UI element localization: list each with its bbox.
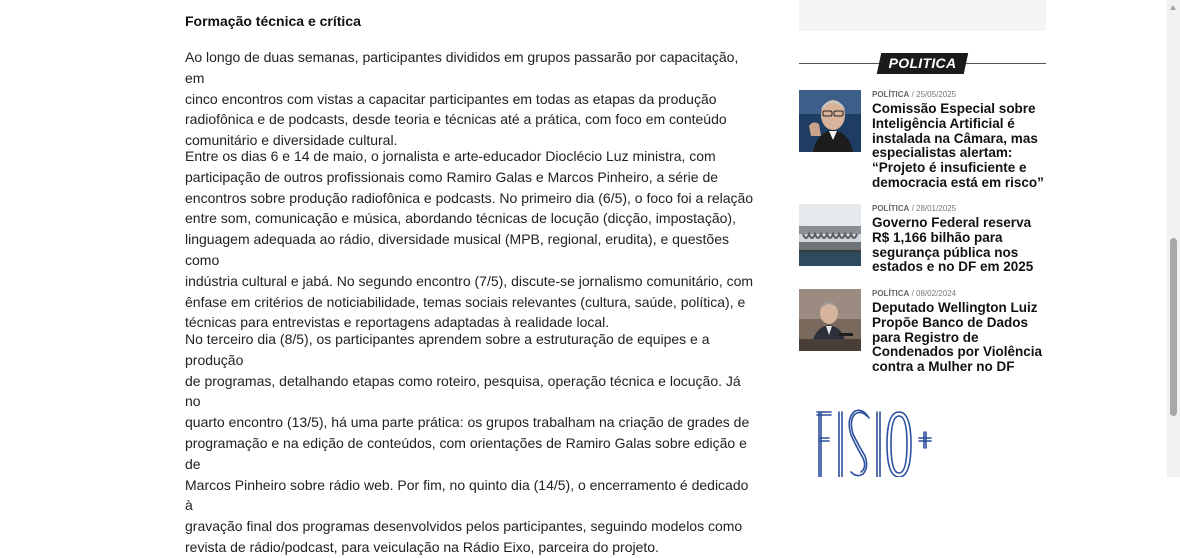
news-thumbnail[interactable] — [799, 289, 861, 351]
paragraph-3: No terceiro dia (8/5), os participantes aprendem sobre a estruturação de equipes e a produção de programas, detalhando etapas como roteiro, pesquisa, operação técnica e locução. Já no quarto encontro (13/5), há uma parte prática: os grupos trabalham na criação de grades de programação e na edição de conteúdos, com orientações de Ramiro Galas sobre edição e de Marcos Pinheiro sobre rádio web. Por fim, no quinto dia (14/5), o encerramento é dedicado à gravação final dos programas desenvolvidos pelos participantes, seguindo modelos como revista de rádio/podcast, para veiculação na Rádio Eixo, parceira do projeto. — [185, 331, 750, 555]
news-category[interactable]: POLÍTICA — [872, 90, 910, 99]
section-tag[interactable]: POLITICA — [877, 53, 968, 74]
news-thumbnail[interactable] — [799, 90, 861, 152]
news-meta — [872, 289, 956, 299]
news-title-link[interactable]: Governo Federal reserva R$ 1,166 bilhão para segurança pública nos estados e no DF em 2025 — [872, 215, 1034, 275]
meta-separator: / — [911, 90, 914, 99]
news-date: 28/01/2025 — [916, 204, 957, 213]
paragraph-2: Entre os dias 6 e 14 de maio, o jornalista e arte-educador Dioclécio Luz ministra, com participação de outros profissionais como Ramiro Galas e Marcos Pinheiro, a série de encontros sobre produção radiofônica e podcasts. No primeiro dia (6/5), o foco foi a relação entre som, comunicação e música, abordando técnicas de locução (dicção, impostação), linguagem adequada ao rádio, diversidade musical (MPB, regional, erudita), e questões como indústria cultural e jabá. No segundo encontro (7/5), discute-se jornalismo comunitário, com ênfase em critérios de noticiabilidade, temas sociais relevantes (cultura, saúde, política), e técnicas para entrevistas e reportagens adaptadas à realidade local. — [185, 148, 754, 331]
news-category[interactable]: POLÍTICA — [872, 289, 910, 298]
fisio-logo — [815, 408, 935, 477]
section-header-politica — [799, 52, 1046, 74]
news-thumbnail[interactable] — [799, 204, 861, 266]
section-heading: Formação técnica e crítica — [185, 13, 361, 29]
news-date: 08/02/2024 — [916, 289, 957, 298]
news-title-link[interactable]: Deputado Wellington Luiz Propõe Banco de Dados para Registro de Condenados por Violência contra a Mulher no DF — [872, 300, 1043, 375]
sidebar-placeholder-box — [799, 0, 1046, 31]
paragraph-1: Ao longo de duas semanas, participantes divididos em grupos passarão por capacitação, em cinco encontros com vistas a capacitar participantes em todas as etapas da produção radiofônica e de podcasts, desde teoria e técnicas até a prática, com foco em conteúdo comunitário e diversidade cultural. — [185, 49, 739, 149]
meta-separator: / — [911, 289, 914, 298]
news-category[interactable]: POLÍTICA — [872, 204, 910, 213]
news-meta — [872, 90, 956, 100]
meta-separator: / — [911, 204, 914, 213]
page-scrollbar[interactable] — [1167, 0, 1180, 477]
news-title-link[interactable]: Comissão Especial sobre Inteligência Artificial é instalada na Câmara, mas especialistas alertam: “Projeto é insuficiente e democracia está em risco” — [872, 101, 1044, 190]
scrollbar-thumb[interactable] — [1170, 238, 1177, 416]
news-meta — [872, 204, 956, 214]
ad-banner-fisio[interactable] — [815, 408, 935, 482]
scroll-up-arrow-icon[interactable] — [1170, 5, 1176, 10]
news-date: 25/05/2025 — [916, 90, 957, 99]
